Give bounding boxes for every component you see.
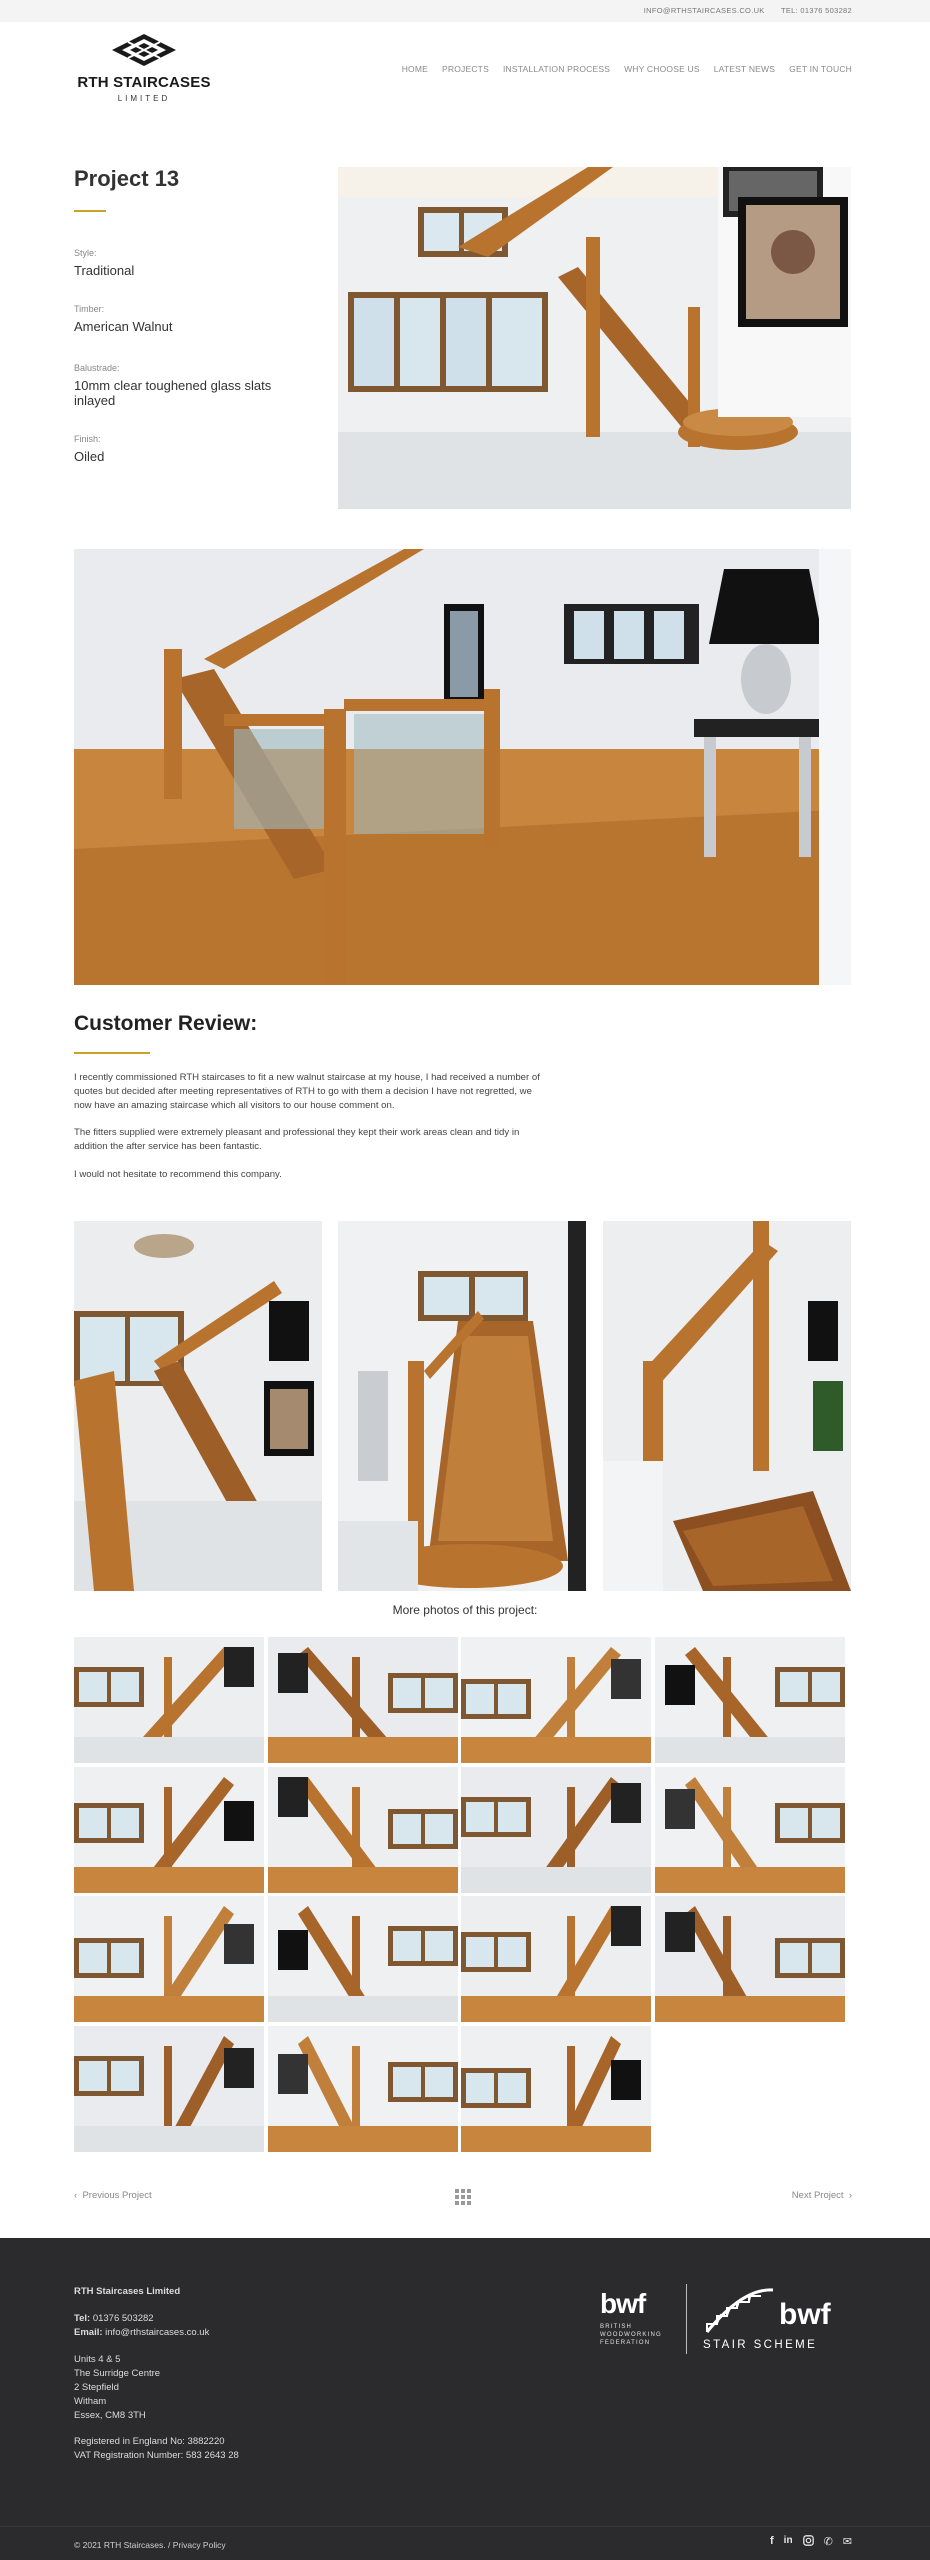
gallery-thumbnail[interactable] — [268, 1637, 458, 1763]
staircase-image — [268, 1637, 458, 1763]
project-title: Project 13 — [74, 166, 180, 191]
spec-label: Style: — [74, 248, 97, 258]
gallery-thumbnail[interactable] — [268, 2026, 458, 2152]
previous-project-link[interactable] — [74, 2190, 152, 2201]
next-project-link[interactable] — [792, 2190, 852, 2201]
staircase-image — [74, 1767, 264, 1893]
stair-scheme-logo[interactable] — [703, 2284, 853, 2364]
top-contact-bar — [0, 0, 930, 22]
logo-sub: LIMITED — [117, 94, 171, 103]
bwf-logo[interactable] — [600, 2288, 670, 2347]
gallery-thumbnail[interactable] — [655, 1767, 845, 1893]
nav-get-in-touch[interactable]: GET IN TOUCH — [789, 64, 852, 74]
mail-icon[interactable]: ✉ — [842, 2536, 852, 2548]
review-title: Customer Review: — [74, 1012, 258, 1035]
staircase-image — [74, 1896, 264, 2022]
gallery-thumbnail[interactable] — [74, 2026, 264, 2152]
address-line: 2 Stepfield — [74, 2382, 119, 2393]
spec-label: Balustrade: — [74, 363, 120, 373]
stair-scheme-icon — [703, 2284, 843, 2334]
address-line: The Surridge Centre — [74, 2368, 161, 2379]
chevron-right-icon: › — [848, 2190, 852, 2201]
spec-value: 10mm clear toughened glass slats inlayed — [74, 378, 272, 408]
project-photo-tall[interactable] — [603, 1221, 851, 1591]
footer-email — [74, 2327, 209, 2338]
copyright: © 2021 RTH Staircases. / Privacy Policy — [74, 2540, 226, 2550]
vat-number: VAT Registration Number: 583 2643 28 — [74, 2450, 239, 2461]
gallery-thumbnail[interactable] — [268, 1767, 458, 1893]
gallery-thumbnail[interactable] — [461, 1637, 651, 1763]
project-photo-tall[interactable] — [338, 1221, 586, 1591]
site-logo[interactable] — [74, 32, 214, 112]
staircase-image — [338, 1221, 586, 1591]
staircase-image — [603, 1221, 851, 1591]
staircase-image — [74, 1221, 322, 1591]
spec-label: Finish: — [74, 434, 101, 444]
staircase-image — [461, 1637, 651, 1763]
phone-icon[interactable]: ✆ — [823, 2536, 833, 2548]
gallery-thumbnail[interactable] — [461, 2026, 651, 2152]
spec-value: Traditional — [74, 263, 135, 278]
instagram-icon[interactable] — [803, 2535, 814, 2549]
address-line: Units 4 & 5 — [74, 2354, 121, 2365]
gallery-thumbnail[interactable] — [74, 1637, 264, 1763]
spec-balustrade — [74, 363, 314, 409]
title-underline — [74, 210, 106, 212]
logo-mark-icon — [110, 32, 178, 68]
gallery-thumbnail[interactable] — [655, 1637, 845, 1763]
nav-latest-news[interactable]: LATEST NEWS — [713, 64, 776, 74]
gallery-thumbnail[interactable] — [74, 1767, 264, 1893]
bwf-letters: bwf — [600, 2288, 646, 2319]
footer-divider — [0, 2526, 930, 2527]
registered-number: Registered in England No: 3882220 — [74, 2436, 225, 2447]
spec-value: Oiled — [74, 449, 105, 464]
staircase-image — [268, 2026, 458, 2152]
address-line: Essex, CM8 3TH — [74, 2410, 146, 2421]
contact-info — [630, 6, 852, 15]
nav-why-choose-us[interactable]: WHY CHOOSE US — [624, 64, 700, 74]
review-paragraph: The fitters supplied were extremely pleasant and professional they kept their work areas clean and tidy in addition the after service has been fantastic. — [74, 1127, 520, 1152]
footer-tel — [74, 2313, 154, 2324]
top-tel-link[interactable]: TEL: 01376 503282 — [781, 6, 852, 15]
previous-label: Previous Project — [82, 2190, 152, 2201]
gallery-thumbnail[interactable] — [655, 1896, 845, 2022]
email-label: Email: — [74, 2327, 103, 2338]
social-links — [770, 2535, 852, 2549]
gallery-thumbnail[interactable] — [74, 1896, 264, 2022]
staircase-image — [74, 549, 851, 985]
nav-installation-process[interactable]: INSTALLATION PROCESS — [502, 64, 611, 74]
staircase-image — [74, 1637, 264, 1763]
footer-email-link[interactable]: info@rthstaircases.co.uk — [105, 2327, 210, 2338]
staircase-image — [461, 1896, 651, 2022]
project-photo-main[interactable] — [338, 167, 851, 509]
logo-name: RTH STAIRCASES — [77, 74, 211, 91]
staircase-image — [461, 2026, 651, 2152]
linkedin-icon[interactable]: in — [783, 2535, 793, 2546]
all-projects-grid-icon[interactable] — [455, 2189, 471, 2210]
project-photo-tall[interactable] — [74, 1221, 322, 1591]
review-paragraph: I would not hesitate to recommend this company. — [74, 1169, 282, 1180]
spec-timber — [74, 304, 314, 335]
top-email-link[interactable]: INFO@RTHSTAIRCASES.CO.UK — [643, 6, 765, 15]
spec-label: Timber: — [74, 304, 105, 314]
next-label: Next Project — [791, 2190, 844, 2201]
site-footer — [0, 2238, 930, 2560]
project-photo-wide[interactable] — [74, 549, 851, 985]
facebook-icon[interactable]: f — [770, 2535, 774, 2547]
review-paragraph: I recently commissioned RTH staircases to fit a new walnut staircase at my house, I had received a number of quotes but decided after meeting representatives of RTH to go with them a decision I have not regretted, we now have an amazing staircase which all visitors to our house comment on. — [74, 1072, 540, 1111]
gallery-heading: More photos of this project: — [392, 1603, 538, 1617]
tel-label: Tel: — [74, 2313, 91, 2324]
staircase-image — [268, 1896, 458, 2022]
review-underline — [74, 1052, 150, 1054]
spec-finish — [74, 434, 314, 465]
footer-tel-link[interactable]: 01376 503282 — [92, 2313, 154, 2324]
staircase-image — [461, 1767, 651, 1893]
footer-logo-divider — [686, 2284, 687, 2354]
address-line: Witham — [74, 2396, 107, 2407]
site-header — [0, 22, 930, 122]
gallery-thumbnail[interactable] — [461, 1896, 651, 2022]
gallery-thumbnail[interactable] — [268, 1896, 458, 2022]
bwf-text: BRITISH WOODWORKING FEDERATION — [600, 2324, 662, 2346]
nav-home[interactable]: HOME — [401, 64, 428, 74]
stair-scheme-bwf: bwf — [779, 2298, 831, 2331]
spec-style — [74, 248, 314, 279]
staircase-image — [655, 1896, 845, 2022]
spec-value: American Walnut — [74, 319, 173, 334]
staircase-image — [655, 1637, 845, 1763]
footer-company: RTH Staircases Limited — [74, 2286, 181, 2297]
gallery-thumbnail[interactable] — [461, 1767, 651, 1893]
main-nav — [402, 64, 852, 74]
chevron-left-icon: ‹ — [74, 2190, 78, 2201]
nav-projects[interactable]: PROJECTS — [442, 64, 489, 74]
staircase-image — [268, 1767, 458, 1893]
staircase-image — [338, 167, 851, 509]
stair-scheme-text: STAIR SCHEME — [703, 2339, 818, 2351]
staircase-image — [74, 2026, 264, 2152]
staircase-image — [655, 1767, 845, 1893]
